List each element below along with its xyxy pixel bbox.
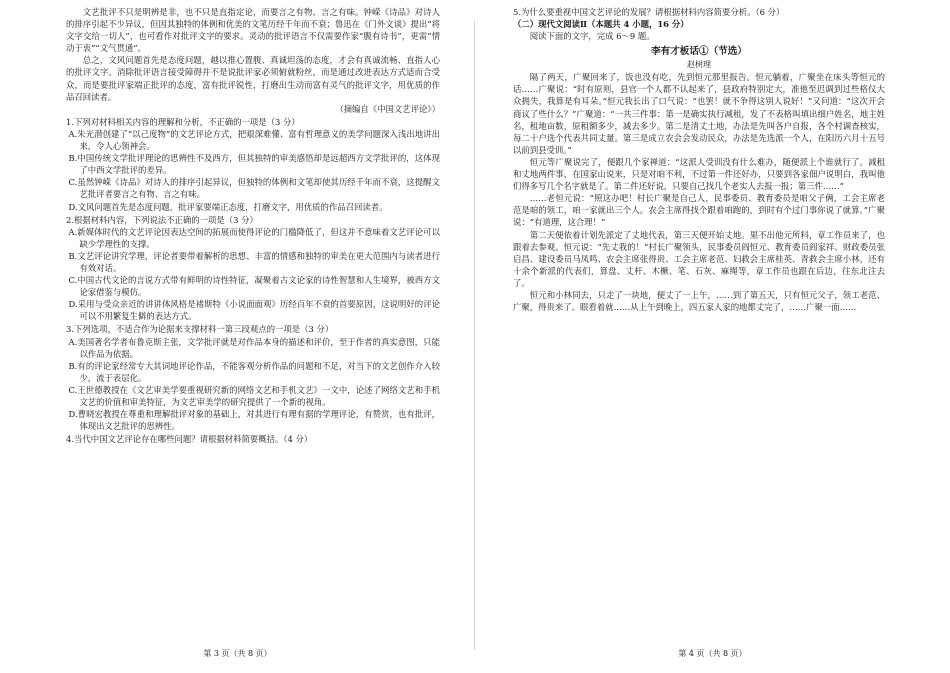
- question-1-option-b: B.中国传统文学批评理论的思辨性不及西方，但其独特的审美感悟却是远超西方文学批评的，这体现了中西文学批评的差异。: [68, 153, 440, 176]
- question-1-option-a: A.朱光潜创建了“以己度物”的文艺评论方式，把艰深难懂、富有哲理意义的美学问题深入浅出地讲出来，令人心领神会。: [68, 128, 440, 152]
- question-4-stem: 4.当代中国文艺评论存在哪些问题？请根据材料简要概括。（4 分）: [66, 434, 313, 445]
- question-1-option-d: D.文风问题首先是态度问题，批评家要端正态度，打磨文字，用优质的作品召回读者。: [68, 201, 388, 212]
- left-column: [66, 6, 440, 445]
- question-2-option-a: A.新媒体时代的文艺评论因表达空间的拓展而使得评论的门槛降低了，但这并不意味着文艺评论可以缺少学理性的支撑。: [68, 226, 440, 249]
- right-column: [513, 6, 885, 313]
- right-page: [475, 0, 950, 673]
- passage-paragraph: 文艺批评不只是明辨是非，也不只是直指定论，而要言之有物、言之有味。钟嵘《诗品》对诗人的排序引起不少异议，但因其独特的体例和优美的文笔历经千年而不衰；鲁迅在《门外文谈》提出“将文字交给一切人”，也可看作对批评文字的要求。灵动的批评语言不仅需要作家“腹有诗书”，更需“情动于衷”“文气贯通”。: [66, 7, 440, 54]
- question-2-option-b: B.文艺评论讲究学理，评论者要带着解析的思想、丰富的情感和独特的审美在更大范围内与读者进行有效对话。: [68, 250, 440, 273]
- question-2-stem: 2.根据材料内容，下列说法不正确的一项是（3 分）: [66, 214, 258, 225]
- question-2-option-d: D.采用与受众亲近的讲讲体风格是褚斯特《小说面面观》历经百年不衰的首要原因，这说明好的评论可以不用繁复生僻的表达方式。: [68, 299, 440, 322]
- story-paragraph: ……老恒元说：“照这办吧！村长广聚是自己人，民事委员、教育委员是咱父子俩，工会主席老范是咱的领工，咱一家就出三个人。农会主席得找个跟着咱跑的，到时有个过门事你说了就算。”广聚说：“有道理，这合理！”: [513, 193, 885, 228]
- story-paragraph: 恒元和小林同去，只走了一块地，便丈了一上午，……到了第五天，只有恒元父子，领工老范、广聚，得贵来了。眼看着就……从上午到晚上，四五家人家的地都丈完了，……广聚一面……: [513, 289, 885, 313]
- question-1-stem: 1.下列对材料相关内容的理解和分析，不正确的一项是（3 分）: [66, 116, 300, 127]
- page-footer-4: 第 4 页（共 8 页）: [678, 649, 747, 658]
- question-3-option-b: B.有的评论家经常专大其词地评论作品，不能客观分析作品的问题和不足，对当下的文艺创作介入较少，流于表层化。: [68, 360, 440, 383]
- section-heading: （二）现代文阅读Ⅱ（本题共 4 小题，16 分）: [513, 19, 689, 30]
- question-3-option-a: A.美国著名学者布鲁克斯主张，文学批评就是对作品本身的描述和评价，至于作者的真实意图，只能以作品为依据。: [68, 336, 440, 359]
- story-paragraph: 恒元等广聚说完了，便跟几个家禅道：“这派人受训没有什么难办，随便派上个谁就行了。减租和丈地两件事，在国家山说来，只是对咱不利，不过第一件还好办，只要到各家佃户说明白，我叫他们得多写几个名字就是了。第二件还好说，只要自己找几个老实人去报一报；第三件……”: [513, 156, 885, 192]
- story-paragraph: 隔了两天，广聚回来了，饭也没有吃，先到恒元那里报告。恒元躺着，广聚坐在床头等恒元的话……广聚说：“时有原则，县官一个人都不认起来了，县政府特别定大，准他至迟调到过些格仪大众拥失，我算是有耳朵。”恒元我长出了口气说：“也罢！就不争得这别人说好！”又问道：“这次开会商议了些什么？”广聚道：“一共三件事：第一是确实执行减租，发了不表格叫填出细户姓名，地主姓名，租地亩数，原租额多少，减去多少。第二是清丈土地，办法是先叫各户自报，各个村调查核实，每二十户选个代表共同丈量。第三是成立农会会发动民众，办法是先选派一个人，在阳历六月十五号以前到县受训。”: [513, 72, 885, 155]
- question-3-stem: 3.下列选项，不适合作为论据来支撑材料一第三段观点的一项是（3 分）: [66, 324, 334, 335]
- story-title: 李有才板话①（节选）: [651, 46, 747, 58]
- story-paragraph: 第二天便依着计划先派定了丈地代表，第三天便开始丈地。果不出他元所料，章工作员来了，也跟着去参观。恒元说：“先丈我的！”村长广聚领头，民事委员阎恒元、教育委员阎家祥、财政委员张启昌、建设委员马凤鸣、农会主席张得贵、工会主席老范、妇救会主席桂英、青救会主席小林，还有十余个新派的代表们，算盘、丈杆、木橛、笔、石灰、麻绳等，章工作员也跟在后边，往东北注去了。: [513, 229, 885, 288]
- reading-instruction: 阅读下面的文字，完成 6～9 题。: [529, 31, 655, 42]
- question-3-option-d: D.曹晓宏教授在尊重和理解批评对象的基础上，对其进行有理有据的学理评论，有赞赏，也有批评，体现出文艺批评的思辨性。: [68, 409, 440, 432]
- question-3-option-c: C.王世德教授在《文艺审美学要重视研究新的网络文艺和手机文艺》一文中，论述了网络文艺和手机文艺的价值和审美特征，为文艺审美学的研究提供了一个新的视角。: [68, 384, 440, 407]
- source-citation: （摘编自《中国文艺评论》）: [335, 103, 440, 114]
- question-5-stem: 5.为什么要重视中国文艺评论的发展？请根据材料内容简要分析。（6 分）: [513, 7, 785, 17]
- question-2-option-c: C.中国古代文论的言说方式带有鲜明的诗性特征，凝聚着古文论家的诗性智慧和人生境界，被西方文论家借鉴与模仿。: [68, 275, 440, 298]
- passage-paragraph: 总之，文风问题首先是态度问题，越以推心置腹、真诚坦荡的态度，才会有真诚流畅、直指人心的批评文字。消除批评语言接受障碍并不是说批评家必须俯就粉丝，而是通过改进表达方式适而合受众，而是要批评家端正批评的态度，富有批评锐性，打磨出生动而富有灵气的批评文字，用优质的作品召回读者。: [66, 55, 440, 102]
- story-author: 赵树理: [687, 60, 711, 70]
- question-1-option-c: C.虽然钟嵘《诗品》对诗人的排序引起异议，但独特的体例和文笔却使其历经千年而不衰，这提醒文艺批评者要言之有物、言之有味。: [68, 177, 440, 200]
- page-footer-3: 第 3 页（共 8 页）: [203, 649, 272, 658]
